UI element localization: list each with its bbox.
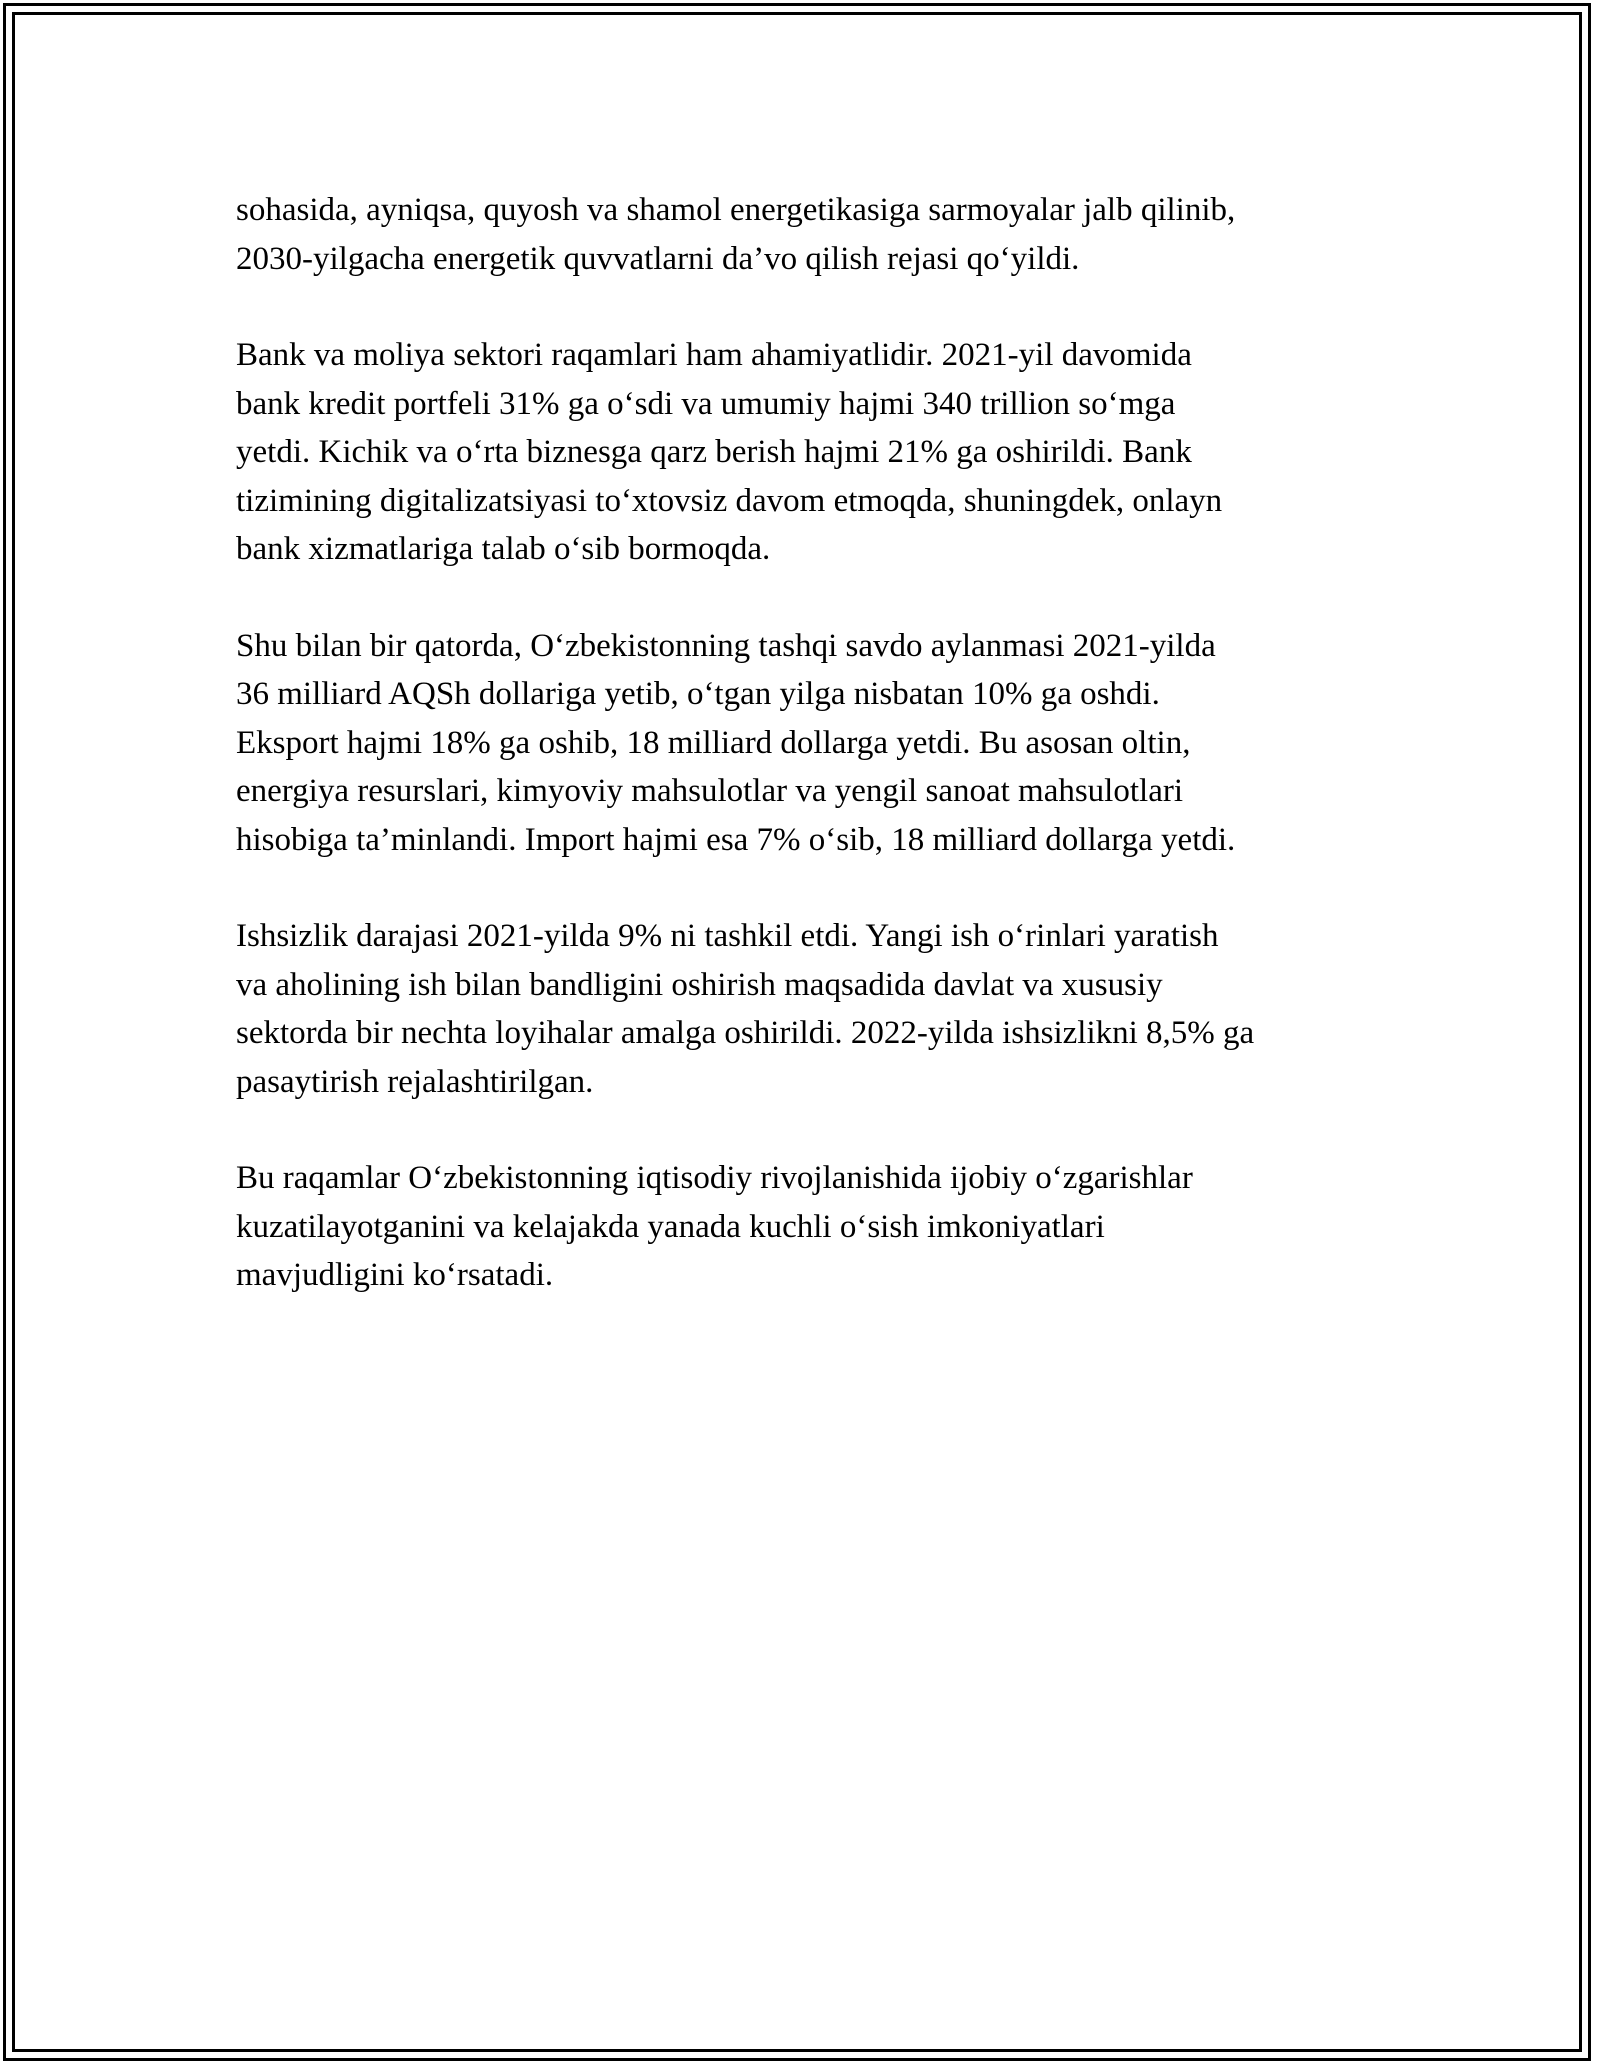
text-line: tizimining digitalizatsiyasi to‘xtovsiz davom etmoqda, shuningdek, onlayn [236, 482, 1223, 519]
text-line: Bank va moliya sektori raqamlari ham ahamiyatlidir. 2021-yil davomida [236, 337, 1192, 373]
text-line: sektorda bir nechta loyihalar amalga oshirildi. 2022-yilda ishsizlikni 8,5% ga [236, 1015, 1255, 1051]
text-line: kuzatilayotganini va kelajakda yanada kuchli o‘sish imkoniyatlari [236, 1208, 1105, 1245]
text-line: Ishsizlik darajasi 2021-yilda 9% ni tashkil etdi. Yangi ish o‘rinlari yaratish [236, 918, 1219, 954]
text-line: mavjudligini ko‘rsatadi. [236, 1257, 554, 1293]
paragraph-conclusion [236, 1154, 1396, 1300]
text-line: bank xizmatlariga talab o‘sib bormoqda. [236, 531, 771, 567]
text-line: Eksport hajmi 18% ga oshib, 18 milliard dollarga yetdi. Bu asosan oltin, [236, 724, 1191, 761]
text-line: yetdi. Kichik va o‘rta biznesga qarz berish hajmi 21% ga oshirildi. Bank [236, 434, 1192, 470]
text-line: Bu raqamlar O‘zbekistonning iqtisodiy rivojlanishida ijobiy o‘zgarishlar [236, 1160, 1193, 1196]
paragraph-banking [236, 331, 1396, 574]
text-line: energiya resurslari, kimyoviy mahsulotlar va yengil sanoat mahsulotlari [236, 773, 1183, 809]
text-line: bank kredit portfeli 31% ga o‘sdi va umumiy hajmi 340 trillion so‘mga [236, 385, 1176, 422]
document-body [236, 186, 1396, 1348]
text-line: va aholining ish bilan bandligini oshirish maqsadida davlat va xususiy [236, 966, 1163, 1003]
text-line: pasaytirish rejalashtirilgan. [236, 1063, 594, 1100]
text-line: 2030-yilgacha energetik quvvatlarni da’vo qilish rejasi qo‘yildi. [236, 240, 1080, 277]
text-line: hisobiga ta’minlandi. Import hajmi esa 7% o‘sib, 18 milliard dollarga yetdi. [236, 821, 1236, 858]
paragraph-energy [236, 186, 1396, 283]
text-line: Shu bilan bir qatorda, O‘zbekistonning tashqi savdo aylanmasi 2021-yilda [236, 627, 1216, 664]
paragraph-unemployment [236, 912, 1396, 1106]
text-line: sohasida, ayniqsa, quyosh va shamol energetikasiga sarmoyalar jalb qilinib, [236, 192, 1236, 228]
paragraph-foreign-trade [236, 622, 1396, 865]
text-line: 36 milliard AQSh dollariga yetib, o‘tgan yilga nisbatan 10% ga oshdi. [236, 676, 1160, 712]
